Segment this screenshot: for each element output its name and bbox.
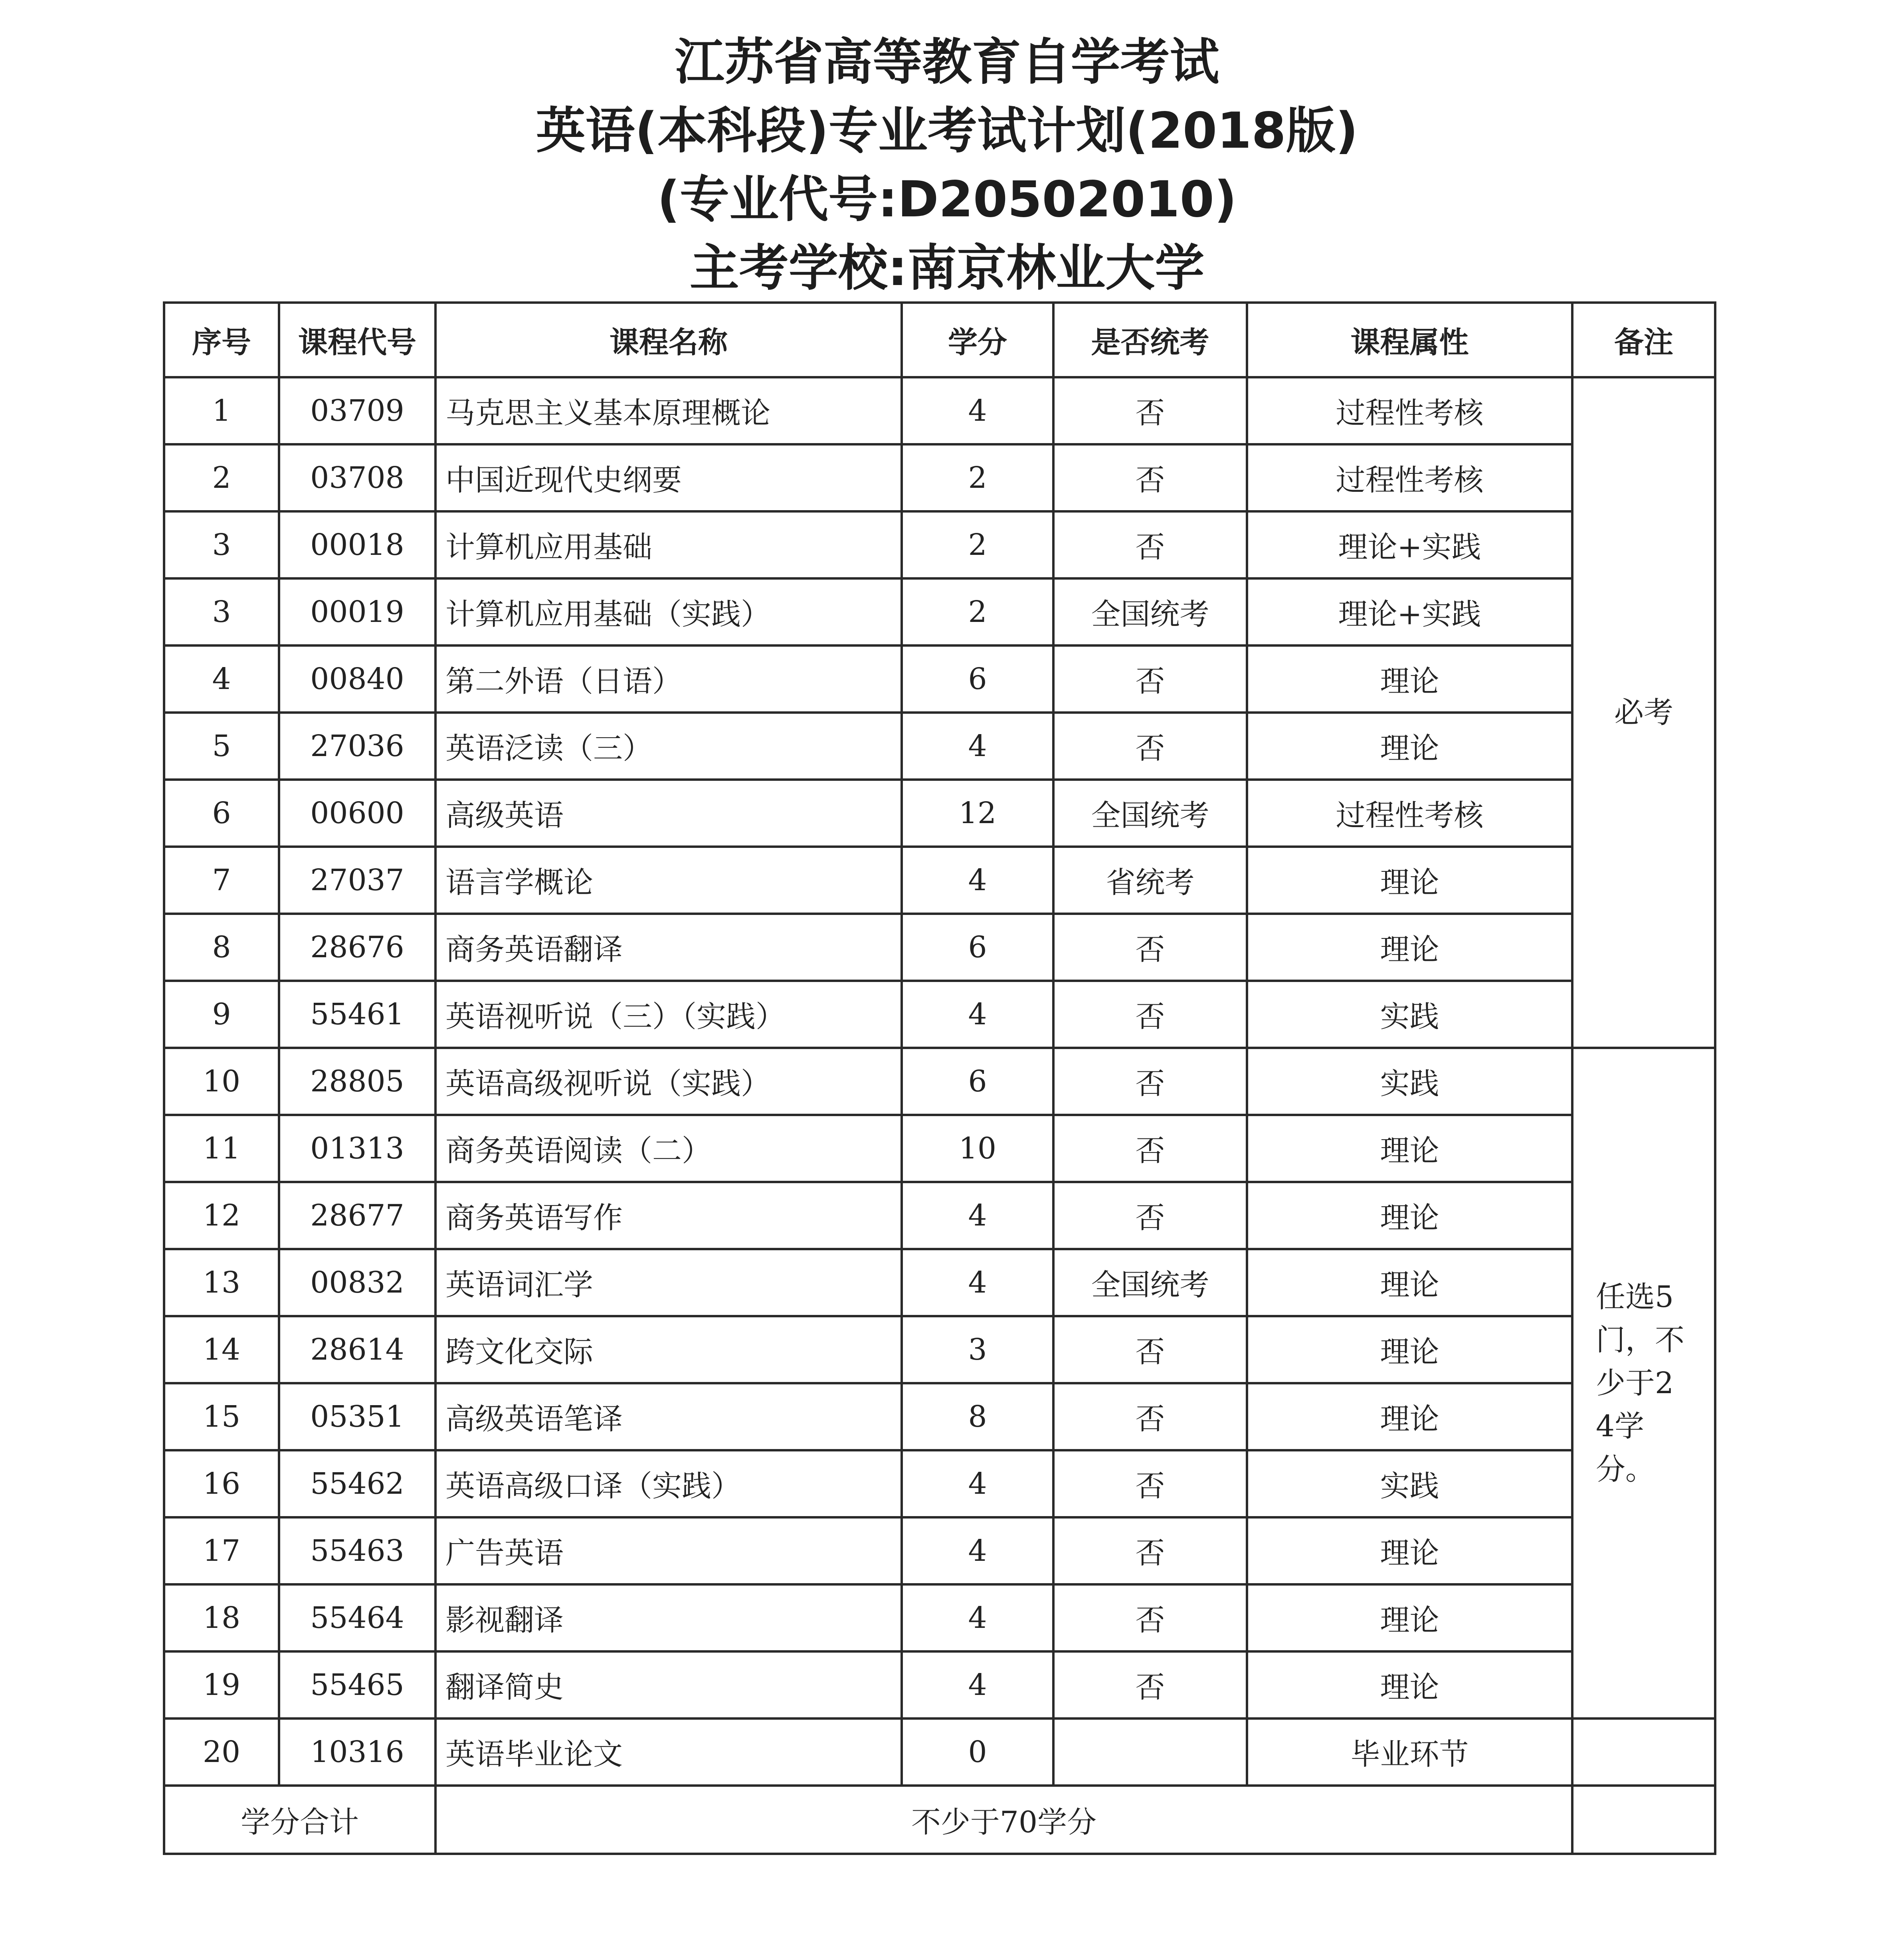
- cell-credits: 3: [902, 1316, 1053, 1383]
- cell-name: 商务英语翻译: [435, 914, 902, 981]
- cell-attribute: 理论+实践: [1247, 578, 1572, 645]
- exam-plan-table: [163, 301, 1716, 1855]
- cell-name: 英语视听说（三）（实践）: [435, 981, 902, 1048]
- table-row: [164, 511, 1715, 578]
- cell-name: 影视翻译: [435, 1584, 902, 1651]
- cell-code: 55462: [279, 1450, 435, 1517]
- cell-seq: 20: [164, 1718, 279, 1786]
- cell-credits: 4: [902, 1584, 1053, 1651]
- cell-name: 翻译简史: [435, 1651, 902, 1718]
- cell-credits: 4: [902, 1182, 1053, 1249]
- total-label: 学分合计: [164, 1786, 435, 1854]
- cell-name: 英语泛读（三）: [435, 713, 902, 780]
- cell-unified: 否: [1053, 1182, 1247, 1249]
- table-row: [164, 981, 1715, 1048]
- cell-name: 高级英语笔译: [435, 1383, 902, 1450]
- cell-code: 01313: [279, 1115, 435, 1182]
- remark-elective: [1572, 1048, 1715, 1718]
- cell-attribute: 理论: [1247, 1182, 1572, 1249]
- cell-credits: 4: [902, 847, 1053, 914]
- cell-seq: 5: [164, 713, 279, 780]
- cell-code: 03708: [279, 444, 435, 511]
- table-row: [164, 713, 1715, 780]
- cell-unified: 否: [1053, 645, 1247, 713]
- cell-code: 03709: [279, 377, 435, 444]
- cell-attribute: 理论: [1247, 713, 1572, 780]
- cell-name: 跨文化交际: [435, 1316, 902, 1383]
- remark-elective-text: 任选5门，不少于24学分。: [1596, 1280, 1684, 1487]
- header-attribute: 课程属性: [1247, 303, 1572, 377]
- cell-credits: 4: [902, 981, 1053, 1048]
- cell-code: 27036: [279, 713, 435, 780]
- cell-name: 英语词汇学: [435, 1249, 902, 1316]
- title-line-school: 主考学校:南京林业大学: [689, 240, 1205, 297]
- document-title: [0, 28, 1894, 303]
- cell-unified: 否: [1053, 511, 1247, 578]
- cell-credits: 2: [902, 511, 1053, 578]
- cell-code: 00019: [279, 578, 435, 645]
- table-row: [164, 645, 1715, 713]
- cell-unified: 省统考: [1053, 847, 1247, 914]
- cell-seq: 18: [164, 1584, 279, 1651]
- cell-seq: 1: [164, 377, 279, 444]
- table-row: [164, 1048, 1715, 1115]
- cell-credits: 12: [902, 780, 1053, 847]
- cell-seq: 16: [164, 1450, 279, 1517]
- cell-code: 05351: [279, 1383, 435, 1450]
- cell-code: 28677: [279, 1182, 435, 1249]
- cell-name: 英语毕业论文: [435, 1718, 902, 1786]
- table-row: [164, 847, 1715, 914]
- cell-attribute: 理论+实践: [1247, 511, 1572, 578]
- cell-seq: 13: [164, 1249, 279, 1316]
- cell-attribute: 过程性考核: [1247, 377, 1572, 444]
- cell-code: 00018: [279, 511, 435, 578]
- header-credits: 学分: [902, 303, 1053, 377]
- cell-credits: 10: [902, 1115, 1053, 1182]
- cell-code: 00832: [279, 1249, 435, 1316]
- cell-seq: 3: [164, 511, 279, 578]
- title-line-code: (专业代号:D20502010): [657, 171, 1237, 228]
- cell-credits: 2: [902, 444, 1053, 511]
- table-row: [164, 377, 1715, 444]
- cell-unified: 否: [1053, 1316, 1247, 1383]
- cell-attribute: 理论: [1247, 1517, 1572, 1584]
- cell-attribute: 实践: [1247, 981, 1572, 1048]
- cell-unified: 否: [1053, 713, 1247, 780]
- cell-unified: 否: [1053, 444, 1247, 511]
- cell-seq: 7: [164, 847, 279, 914]
- cell-credits: 8: [902, 1383, 1053, 1450]
- title-line-province: 江苏省高等教育自学考试: [675, 34, 1219, 91]
- header-unified: 是否统考: [1053, 303, 1247, 377]
- cell-code: 00840: [279, 645, 435, 713]
- table-row: [164, 1651, 1715, 1718]
- cell-code: 00600: [279, 780, 435, 847]
- cell-name: 中国近现代史纲要: [435, 444, 902, 511]
- cell-credits: 6: [902, 1048, 1053, 1115]
- cell-attribute: 理论: [1247, 1316, 1572, 1383]
- title-line-plan: 英语(本科段)专业考试计划(2018版): [536, 102, 1358, 160]
- cell-attribute: 理论: [1247, 914, 1572, 981]
- total-credits-row: [164, 1786, 1715, 1854]
- cell-credits: 6: [902, 645, 1053, 713]
- cell-attribute: 理论: [1247, 1651, 1572, 1718]
- cell-name: 商务英语阅读（二）: [435, 1115, 902, 1182]
- header-seq: 序号: [164, 303, 279, 377]
- cell-name: 高级英语: [435, 780, 902, 847]
- cell-unified: 全国统考: [1053, 1249, 1247, 1316]
- cell-unified: 全国统考: [1053, 780, 1247, 847]
- cell-attribute: 理论: [1247, 847, 1572, 914]
- cell-unified: 否: [1053, 1517, 1247, 1584]
- cell-attribute: 实践: [1247, 1048, 1572, 1115]
- cell-name: 英语高级口译（实践）: [435, 1450, 902, 1517]
- total-remark: [1572, 1786, 1715, 1854]
- cell-seq: 10: [164, 1048, 279, 1115]
- cell-credits: 0: [902, 1718, 1053, 1786]
- remark-thesis: [1572, 1718, 1715, 1786]
- cell-unified: 否: [1053, 1048, 1247, 1115]
- cell-credits: 2: [902, 578, 1053, 645]
- cell-code: 28676: [279, 914, 435, 981]
- table-row: [164, 1718, 1715, 1786]
- cell-code: 28805: [279, 1048, 435, 1115]
- cell-code: 55463: [279, 1517, 435, 1584]
- cell-unified: 否: [1053, 1584, 1247, 1651]
- cell-name: 第二外语（日语）: [435, 645, 902, 713]
- cell-code: 10316: [279, 1718, 435, 1786]
- cell-attribute: 理论: [1247, 1115, 1572, 1182]
- cell-credits: 4: [902, 1450, 1053, 1517]
- cell-unified: 否: [1053, 1651, 1247, 1718]
- cell-seq: 17: [164, 1517, 279, 1584]
- table-row: [164, 1182, 1715, 1249]
- cell-credits: 4: [902, 1517, 1053, 1584]
- cell-code: 28614: [279, 1316, 435, 1383]
- total-value: 不少于70学分: [435, 1786, 1572, 1854]
- cell-unified: 否: [1053, 1115, 1247, 1182]
- cell-unified: 否: [1053, 914, 1247, 981]
- header-code: 课程代号: [279, 303, 435, 377]
- cell-attribute: 理论: [1247, 1383, 1572, 1450]
- cell-unified: 否: [1053, 377, 1247, 444]
- cell-attribute: 理论: [1247, 645, 1572, 713]
- cell-name: 马克思主义基本原理概论: [435, 377, 902, 444]
- cell-attribute: 实践: [1247, 1450, 1572, 1517]
- table-row: [164, 780, 1715, 847]
- table-row: [164, 1249, 1715, 1316]
- cell-attribute: 理论: [1247, 1584, 1572, 1651]
- cell-seq: 2: [164, 444, 279, 511]
- cell-name: 广告英语: [435, 1517, 902, 1584]
- table-row: [164, 578, 1715, 645]
- table-row: [164, 914, 1715, 981]
- cell-seq: 19: [164, 1651, 279, 1718]
- table-row: [164, 1450, 1715, 1517]
- cell-attribute: 过程性考核: [1247, 780, 1572, 847]
- cell-unified: 否: [1053, 1450, 1247, 1517]
- header-name: 课程名称: [435, 303, 902, 377]
- cell-name: 计算机应用基础: [435, 511, 902, 578]
- cell-seq: 6: [164, 780, 279, 847]
- cell-attribute: 理论: [1247, 1249, 1572, 1316]
- cell-code: 27037: [279, 847, 435, 914]
- table-row: [164, 1316, 1715, 1383]
- cell-name: 语言学概论: [435, 847, 902, 914]
- cell-credits: 4: [902, 1249, 1053, 1316]
- cell-credits: 6: [902, 914, 1053, 981]
- cell-seq: 15: [164, 1383, 279, 1450]
- table-row: [164, 444, 1715, 511]
- cell-seq: 9: [164, 981, 279, 1048]
- table-row: [164, 1383, 1715, 1450]
- remark-required: 必考: [1572, 377, 1715, 1048]
- cell-seq: 11: [164, 1115, 279, 1182]
- table-header-row: [164, 303, 1715, 377]
- cell-seq: 3: [164, 578, 279, 645]
- cell-credits: 4: [902, 1651, 1053, 1718]
- header-remark: 备注: [1572, 303, 1715, 377]
- cell-name: 英语高级视听说（实践）: [435, 1048, 902, 1115]
- cell-unified: 否: [1053, 981, 1247, 1048]
- cell-credits: 4: [902, 377, 1053, 444]
- cell-seq: 12: [164, 1182, 279, 1249]
- cell-attribute: 过程性考核: [1247, 444, 1572, 511]
- table-row: [164, 1517, 1715, 1584]
- cell-code: 55465: [279, 1651, 435, 1718]
- cell-code: 55464: [279, 1584, 435, 1651]
- cell-code: 55461: [279, 981, 435, 1048]
- cell-seq: 14: [164, 1316, 279, 1383]
- cell-unified: [1053, 1718, 1247, 1786]
- cell-name: 商务英语写作: [435, 1182, 902, 1249]
- cell-unified: 全国统考: [1053, 578, 1247, 645]
- cell-seq: 8: [164, 914, 279, 981]
- cell-credits: 4: [902, 713, 1053, 780]
- table-row: [164, 1115, 1715, 1182]
- cell-unified: 否: [1053, 1383, 1247, 1450]
- cell-seq: 4: [164, 645, 279, 713]
- table-row: [164, 1584, 1715, 1651]
- cell-attribute: 毕业环节: [1247, 1718, 1572, 1786]
- cell-name: 计算机应用基础（实践）: [435, 578, 902, 645]
